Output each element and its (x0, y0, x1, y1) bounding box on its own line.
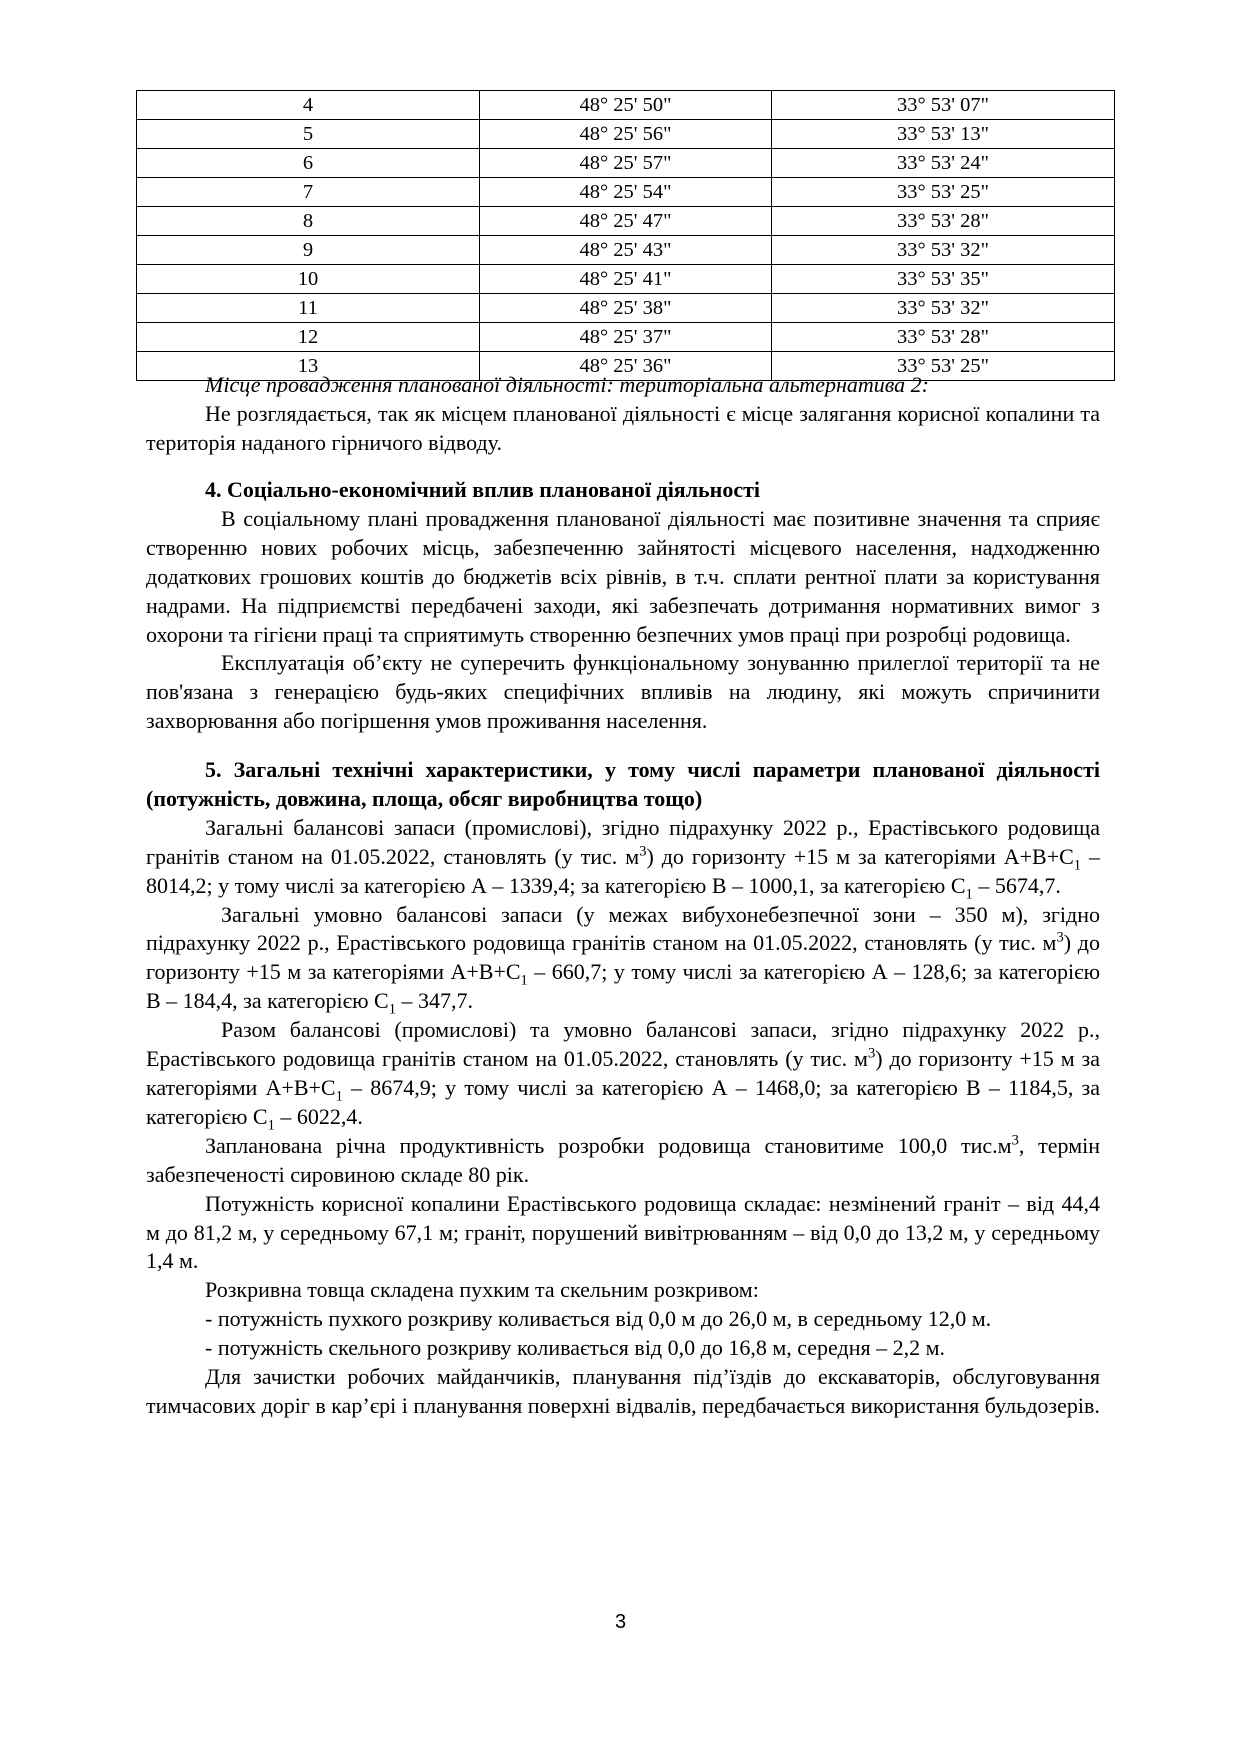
section-4 (146, 476, 1100, 736)
table-cell: 48° 25' 54" (480, 178, 772, 207)
table-cell: 12 (137, 323, 480, 352)
section-5-paragraph-5: Потужність корисної копалини Ерастівського родовища складає: незмінений граніт – від 44,4 м до 81,2 м, у середньому 67,1 м; граніт, порушений вивітрюванням – від 0,0 до 13,2 м, у середньому 1,4 м. (146, 1190, 1100, 1274)
table-cell: 48° 25' 36" (480, 352, 772, 381)
table-cell: 6 (137, 149, 480, 178)
table-cell: 7 (137, 178, 480, 207)
table-cell: 48° 25' 50" (480, 91, 772, 120)
table-row (137, 120, 1115, 149)
alternative-text: Не розглядається, так як місцем планованої діяльності є місце залягання корисної копалини та територія наданого гірничого відводу. (146, 400, 1100, 455)
table-cell: 33° 53' 35" (772, 265, 1115, 294)
table-cell: 48° 25' 41" (480, 265, 772, 294)
table-row (137, 149, 1115, 178)
section-5-heading: 5. Загальні технічні характеристики, у тому числі параметри планованої діяльності (потужність, довжина, площа, обсяг виробництва тощо) (146, 757, 1100, 811)
section-4-paragraph-2: Експлуатація об’єкту не суперечить функціональному зонуванню прилеглої території та не пов'язана з генерацією будь-яких специфічних впливів на людину, які можуть спричинити захворювання або погіршення умов проживання населення. (146, 650, 1100, 734)
table-cell: 33° 53' 13" (772, 120, 1115, 149)
section-5-paragraph-7: Для зачистки робочих майданчиків, планування під’їздів до екскаваторів, обслуговування тимчасових доріг в кар’єрі і планування поверхні відвалів, передбачається використання бульдозерів. (146, 1364, 1100, 1418)
table-cell: 48° 25' 37" (480, 323, 772, 352)
table-row (137, 236, 1115, 265)
coordinates-table-body (137, 91, 1115, 381)
page-number: 3 (614, 1611, 627, 1633)
table-row (137, 178, 1115, 207)
table-cell: 4 (137, 91, 480, 120)
table-cell: 48° 25' 57" (480, 149, 772, 178)
table-cell: 33° 53' 25" (772, 178, 1115, 207)
section-4-paragraph-1: В соціальному плані провадження планованої діяльності має позитивне значення та сприяє створенню нових робочих місць, забезпеченню зайнятості місцевого населення, надходженню додаткових грошових коштів до бюджетів всіх рівнів, в т.ч. сплати рентної плати за користування надрами. На підприємстві передбачені заходи, які забезпечать дотримання нормативних вимог з охорони та гігієни праці та сприятимуть створенню безпечних умов праці при розробці родовища. (146, 505, 1100, 647)
table-cell: 9 (137, 236, 480, 265)
table-cell: 48° 25' 38" (480, 294, 772, 323)
table-cell: 8 (137, 207, 480, 236)
list-item: - потужність пухкого розкриву коливається від 0,0 м до 26,0 м, в середньому 12,0 м. (205, 1306, 992, 1332)
table-cell: 48° 25' 43" (480, 236, 772, 265)
section-5-paragraph-2: Загальні умовно балансові запаси (у межах вибухонебезпечної зони – 350 м), згідно підрахунку 2022 р., Ерастівського родовища гранітів станом на 01.05.2022, становлять (у тис. $м^3$) до горизонту +15 м за категоріями $А+В+С_1 - 660,7$; у тому числі за категорією А – 128,6; за категорією В – 184,4, за категорією $С_1 - 347,7$. (146, 901, 1100, 1018)
section-5-paragraph-1: Загальні балансові запаси (промислові), згідно підрахунку 2022 р., Ерастівського родовища гранітів станом на 01.05.2022, становлять (у тис. $м^3$) до горизонту +15 м за категоріями $А+В+С_1 - 8014,2$; у тому числі за категорією А – 1339,4; за категорією В – 1000,1, за категорією $С_1 - 5674,7$. (146, 814, 1101, 903)
section-5-paragraph-3: Разом балансові (промислові) та умовно балансові запаси, згідно підрахунку 2022 р., Ерастівського родовища гранітів станом на 01.05.2022, становлять (у тис. $м^3$) до горизонту +15 м за категоріями $А+В+С_1 - 8674,9$; у тому числі за категорією А – 1468,0; за категорією В – 1184,5, за категорією $С_1 - 6022,4$. (146, 1017, 1101, 1134)
table-cell: 33° 53' 28" (772, 207, 1115, 236)
table-row (137, 323, 1115, 352)
table-cell: 33° 53' 28" (772, 323, 1115, 352)
table-cell: 48° 25' 47" (480, 207, 772, 236)
alternative-block (146, 371, 1100, 458)
section-5 (146, 756, 1100, 1421)
table-cell: 48° 25' 56" (480, 120, 772, 149)
table-row (137, 91, 1115, 120)
section-5-paragraph-4: Запланована річна продуктивність розробки родовища становитиме 100,0 $тис.м^3$, термін забезпеченості сировиною складе 80 рік. (146, 1132, 1100, 1187)
table-cell: 33° 53' 32" (772, 294, 1115, 323)
table-row (137, 207, 1115, 236)
table-cell: 33° 53' 24" (772, 149, 1115, 178)
table-row (137, 265, 1115, 294)
table-cell: 33° 53' 07" (772, 91, 1115, 120)
table-cell: 33° 53' 25" (772, 352, 1115, 381)
table-row (137, 294, 1115, 323)
table-cell: 13 (137, 352, 480, 381)
table-cell: 33° 53' 32" (772, 236, 1115, 265)
alternative-heading: Місце провадження планованої діяльності: територіальна альтернатива 2: (205, 372, 929, 397)
coordinates-table (136, 90, 1115, 381)
section-4-heading: 4. Соціально-економічний вплив планованої діяльності (205, 477, 761, 502)
table-cell: 10 (137, 265, 480, 294)
table-cell: 5 (137, 120, 480, 149)
list-item: - потужність скельного розкриву коливається від 0,0 до 16,8 м, середня – 2,2 м. (205, 1335, 946, 1361)
section-5-paragraph-6: Розкривна товща складена пухким та скельним розкривом: (205, 1277, 759, 1303)
table-cell: 11 (137, 294, 480, 323)
